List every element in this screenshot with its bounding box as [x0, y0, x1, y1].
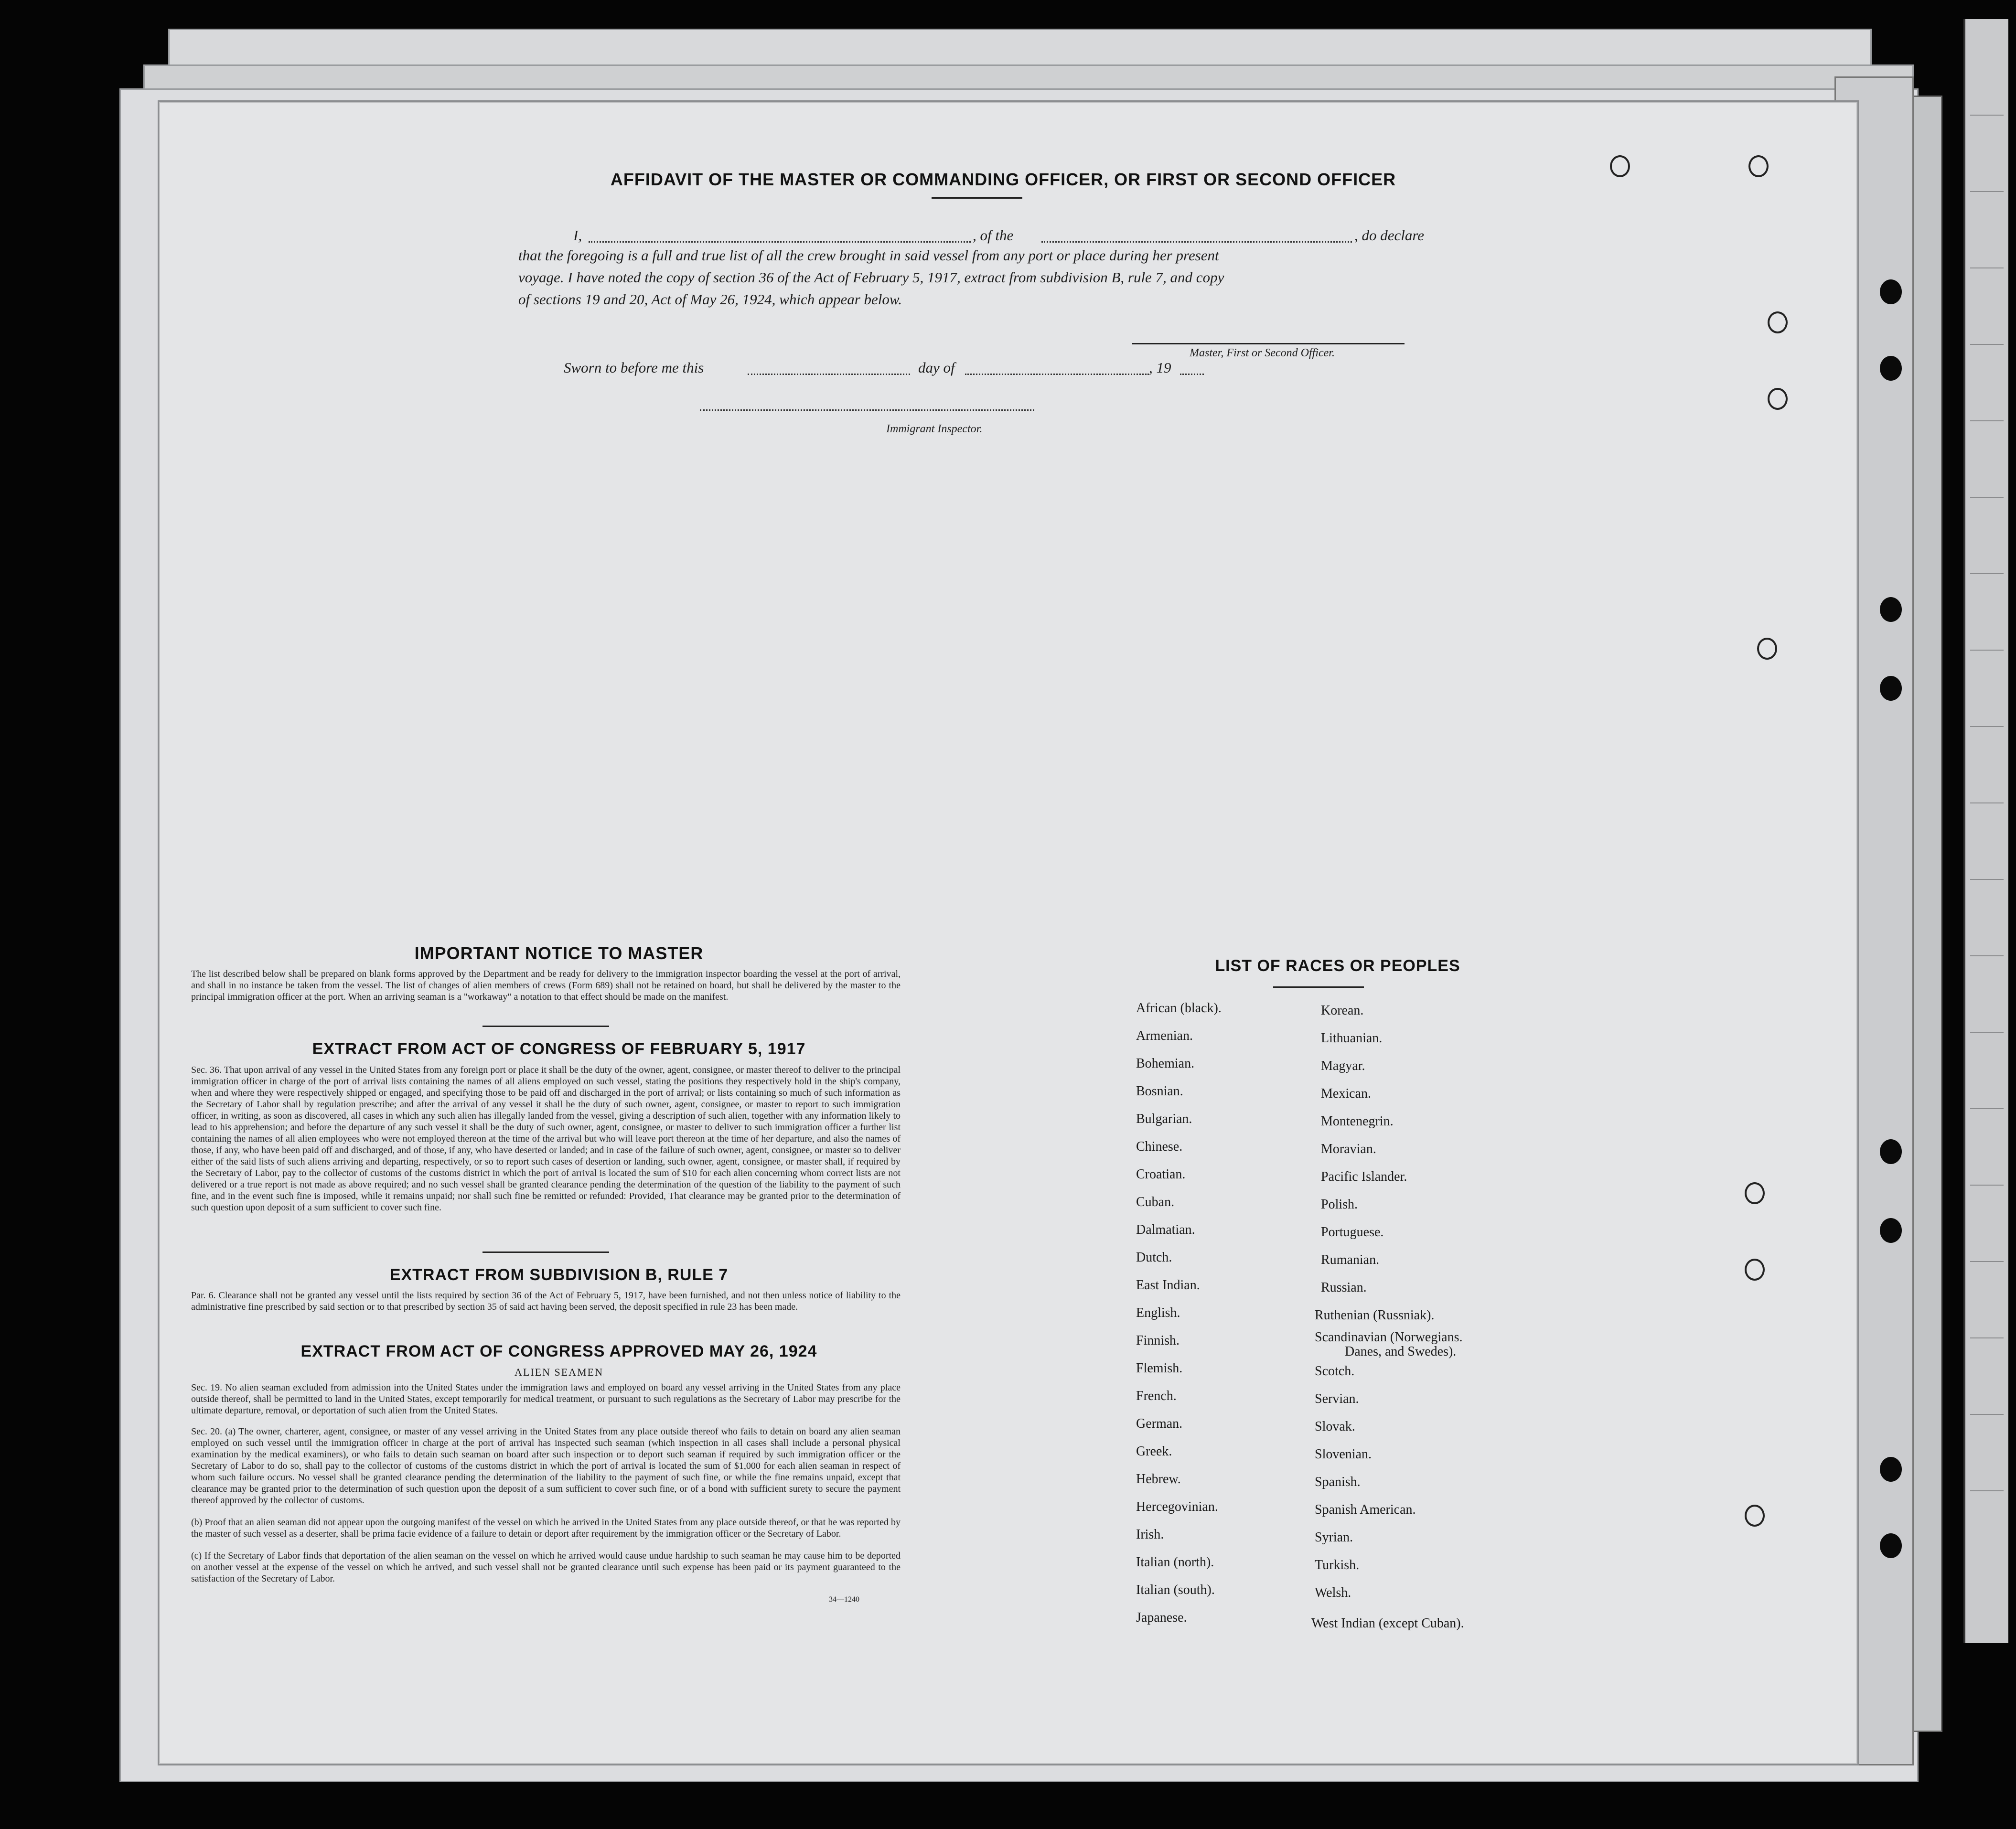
extract-rule7-title: EXTRACT FROM SUBDIVISION B, RULE 7: [389, 1266, 729, 1284]
race-item: West Indian (except Cuban).: [1311, 1616, 1464, 1631]
declare-line-mid: , of the: [973, 227, 1014, 244]
punch-hole-icon: [1880, 1218, 1902, 1243]
races-title: LIST OF RACES OR PEOPLES: [1215, 957, 1460, 975]
race-item: Polish.: [1321, 1197, 1358, 1212]
race-item: African (black).: [1136, 1001, 1222, 1016]
race-item: Lithuanian.: [1321, 1031, 1383, 1046]
race-item: Scotch.: [1315, 1364, 1355, 1379]
race-item: Danes, and Swedes).: [1345, 1344, 1457, 1359]
sworn-day-field[interactable]: [748, 374, 910, 375]
ring-icon: [1768, 388, 1788, 410]
punch-hole-icon: [1880, 1533, 1902, 1558]
affidavit-text-line: voyage. I have noted the copy of section 36 of the Act of February 5, 1917, extract from subdivision B, rule 7, and copy: [518, 269, 1224, 286]
sworn-text: Sworn to before me this: [564, 359, 704, 376]
signature-line[interactable]: [1132, 343, 1405, 344]
race-item: Japanese.: [1136, 1610, 1187, 1625]
ring-icon: [1745, 1182, 1765, 1204]
race-item: Hebrew.: [1136, 1472, 1181, 1487]
race-item: Cuban.: [1136, 1195, 1175, 1209]
ring-icon: [1757, 638, 1777, 660]
race-item: German.: [1136, 1416, 1183, 1431]
race-item: Mexican.: [1321, 1086, 1371, 1101]
race-item: Syrian.: [1315, 1530, 1353, 1545]
inspector-signature-field[interactable]: [700, 409, 1034, 411]
sworn-year-label: , 19: [1149, 359, 1171, 376]
race-item: Moravian.: [1321, 1142, 1376, 1156]
race-item: Italian (south).: [1136, 1583, 1215, 1597]
race-item: Croatian.: [1136, 1167, 1186, 1182]
race-item: Flemish.: [1136, 1361, 1183, 1376]
punch-hole-icon: [1880, 597, 1902, 622]
section-rule: [483, 1251, 609, 1253]
race-item: Italian (north).: [1136, 1555, 1214, 1570]
race-item: Magyar.: [1321, 1059, 1365, 1073]
ring-icon: [1745, 1259, 1765, 1281]
ring-icon: [1610, 155, 1630, 177]
race-item: Chinese.: [1136, 1139, 1183, 1154]
ring-icon: [1748, 155, 1769, 177]
punch-hole-icon: [1880, 356, 1902, 381]
ring-icon: [1745, 1505, 1765, 1527]
race-item: Korean.: [1321, 1003, 1364, 1018]
race-item: Scandinavian (Norwegians.: [1315, 1330, 1463, 1345]
notice-body: The list described below shall be prepared on blank forms approved by the Department and be ready for delivery to the immigration inspector boarding the vessel at the port of arrival, and shall in no instance be taken from the vessel. The list of changes of alien members of crews (Form 689) shall not be retained on board, but shall be delivered by the master to the principal immigration officer at the port. When an arriving seaman is a "workaway" a notation to that effect should be made on the manifest.: [191, 969, 901, 1002]
race-item: French.: [1136, 1389, 1177, 1403]
race-item: Pacific Islander.: [1321, 1169, 1407, 1184]
ring-icon: [1768, 311, 1788, 333]
race-item: Spanish.: [1315, 1475, 1361, 1489]
race-item: Bulgarian.: [1136, 1112, 1192, 1126]
affidavit-text-line: that the foregoing is a full and true list of all the crew brought in said vessel from any port or place during her present: [518, 247, 1219, 264]
race-item: Spanish American.: [1315, 1502, 1416, 1517]
race-item: East Indian.: [1136, 1278, 1200, 1293]
sec-19-text: Sec. 19. No alien seaman excluded from admission into the United States under the immigration laws and employed on board any vessel arriving in the United States from any place outside thereof, shall be permitted to land in the United States, except temporarily for medical treatment, or pursuant to such regulations as the Secretary of Labor may prescribe for the ultimate departure, removal, or deportation of such alien from the United States.: [191, 1382, 901, 1416]
punch-hole-icon: [1880, 1457, 1902, 1482]
race-item: Armenian.: [1136, 1028, 1193, 1043]
extract-1924-title: EXTRACT FROM ACT OF CONGRESS APPROVED MAY 26, 1924: [300, 1342, 817, 1360]
race-item: Irish.: [1136, 1527, 1164, 1542]
race-item: Dalmatian.: [1136, 1222, 1195, 1237]
sworn-day-label: day of: [918, 359, 955, 376]
signature-label: Master, First or Second Officer.: [1190, 347, 1335, 359]
race-item: Welsh.: [1315, 1585, 1351, 1600]
race-item: Servian.: [1315, 1391, 1359, 1406]
extract-1917-body: Sec. 36. That upon arrival of any vessel in the United States from any foreign port or place it shall be the duty of the owner, agent, consignee, or master thereof to deliver to the principal immigration officer in charge of the port of arrival lists containing the names of all aliens employed on such vessel, stating the positions they respectively hold in the ship's company, when and where they were respectively shipped or engaged, and specifying those to be paid off and discharged in the port of arrival; or lists containing so much of such information as the Secretary of Labor shall by regulation prescribe; and after the arrival of any vessel it shall be the duty of such owner, agent, consignee, or master to report to such immigration officer, in writing, as soon as discovered, all cases in which any such alien has illegally landed from the vessel, giving a description of such alien, together with any information likely to lead to his apprehension; and before the departure of any such vessel it shall be the duty of such owner, agent, consignee, or master to deliver to such immigration officer a further list containing the names of all alien employees who were not employed thereon at the time of the arrival but who will leave port thereon at the time of her departure, and also the names of those, if any, who have been paid off and discharged, and of those, if any, who have deserted or landed; and in case of the failure of such owner, agent, consignee, or master so to deliver either of the said lists of such aliens arriving and departing, respectively, or so to report such cases of desertion or landing, such owner, agent, consignee, or master shall, if required by the Secretary of Labor, pay to the collector of customs of the customs district in which the port of arrival is located the sum of $10 for each alien concerning whom correct lists are not delivered or a true report is not made as above required; and no such vessel shall be granted clearance pending the determination of the question of the liability to the payment of such fine, and in the event such fine is imposed, while it remains unpaid; nor shall such fine be remitted or refunded: Provided, That clearance may be granted prior to the determination of such question upon deposit of a sum sufficient to cover such fine.: [191, 1065, 901, 1213]
section-rule: [483, 1026, 609, 1027]
sworn-month-field[interactable]: [965, 374, 1149, 375]
affidavit-title: AFFIDAVIT OF THE MASTER OR COMMANDING OFFICER, OR FIRST OR SECOND OFFICER: [610, 170, 1396, 189]
punch-hole-icon: [1880, 1139, 1902, 1164]
alien-seamen-subtitle: ALIEN SEAMEN: [515, 1366, 603, 1378]
declare-line-start: I,: [573, 227, 582, 244]
race-item: Finnish.: [1136, 1333, 1180, 1348]
title-rule: [932, 197, 1022, 199]
binding-strip: [1963, 19, 2008, 1643]
race-item: English.: [1136, 1305, 1180, 1320]
affidavit-page: [158, 100, 1859, 1765]
race-item: Rumanian.: [1321, 1252, 1380, 1267]
races-rule: [1273, 986, 1364, 988]
race-item: Turkish.: [1315, 1558, 1360, 1572]
race-item: Montenegrin.: [1321, 1114, 1394, 1129]
punch-hole-icon: [1880, 279, 1902, 304]
declare-line-end: , do declare: [1354, 227, 1425, 244]
notice-title: IMPORTANT NOTICE TO MASTER: [414, 943, 704, 963]
master-name-field[interactable]: [589, 241, 971, 243]
race-item: Bohemian.: [1136, 1056, 1195, 1071]
race-item: Hercegovinian.: [1136, 1499, 1218, 1514]
race-item: Greek.: [1136, 1444, 1172, 1459]
punch-hole-icon: [1880, 676, 1902, 701]
sworn-year-field[interactable]: [1180, 374, 1204, 375]
vessel-name-field[interactable]: [1041, 241, 1352, 243]
sec-20c-text: (c) If the Secretary of Labor finds that deportation of the alien seaman on the vessel on which he arrived would cause undue hardship to such seaman he may cause him to be deported on another vessel at the expense of the vessel on which he arrived, and such vessel shall not be granted clearance until such expense has been paid or its payment guaranteed to the satisfaction of the Secretary of Labor.: [191, 1551, 901, 1584]
affidavit-text-line: of sections 19 and 20, Act of May 26, 1924, which appear below.: [518, 291, 902, 308]
extract-rule7-body: Par. 6. Clearance shall not be granted any vessel until the lists required by section 36 of the Act of February 5, 1917, have been furnished, and not then unless notice of liability to the administrative fine prescribed by said section or to that prescribed by section 35 of said act having been served, the deposit specified in rule 23 has been made.: [191, 1290, 901, 1312]
inspector-label: Immigrant Inspector.: [886, 423, 983, 435]
race-item: Slovenian.: [1315, 1447, 1372, 1462]
form-number: 34—1240: [829, 1595, 859, 1604]
sec-20a-text: Sec. 20. (a) The owner, charterer, agent, consignee, or master of any vessel arriving in the United States from any place outside thereof who fails to detain on board any alien seaman employed on such vessel until the immigration officer in charge at the port of arrival has inspected such seaman (which inspection in all cases shall include a personal physical examination by the medical examiners), or who fails to detain such seaman on board after such inspection or to deport such seaman if required by such immigration officer or the Secretary of Labor to do so, shall pay to the collector of customs of the customs district in which the port of arrival is located the sum of $1,000 for each alien seaman in respect of whom such failure occurs. No vessel shall be granted clearance pending the determination of the liability to the payment of such fine, or while the fine remains unpaid, except that clearance may be granted prior to the determination of such question upon the deposit of a sum sufficient to cover such fine, or of a bond with sufficient surety to secure the payment thereof approved by the collector of customs.: [191, 1426, 901, 1506]
sec-20b-text: (b) Proof that an alien seaman did not appear upon the outgoing manifest of the vessel on which he arrived in the United States from any place outside thereof, or that he was reported by the master of such vessel as a deserter, shall be prima facie evidence of a failure to detain or deport after requirement by the immigration officer or the Secretary of Labor.: [191, 1517, 901, 1539]
race-item: Russian.: [1321, 1280, 1367, 1295]
race-item: Ruthenian (Russniak).: [1315, 1308, 1435, 1323]
race-item: Slovak.: [1315, 1419, 1355, 1434]
race-item: Dutch.: [1136, 1250, 1172, 1265]
race-item: Portuguese.: [1321, 1225, 1384, 1240]
race-item: Bosnian.: [1136, 1084, 1183, 1099]
extract-1917-title: EXTRACT FROM ACT OF CONGRESS OF FEBRUARY 5, 1917: [312, 1040, 806, 1058]
